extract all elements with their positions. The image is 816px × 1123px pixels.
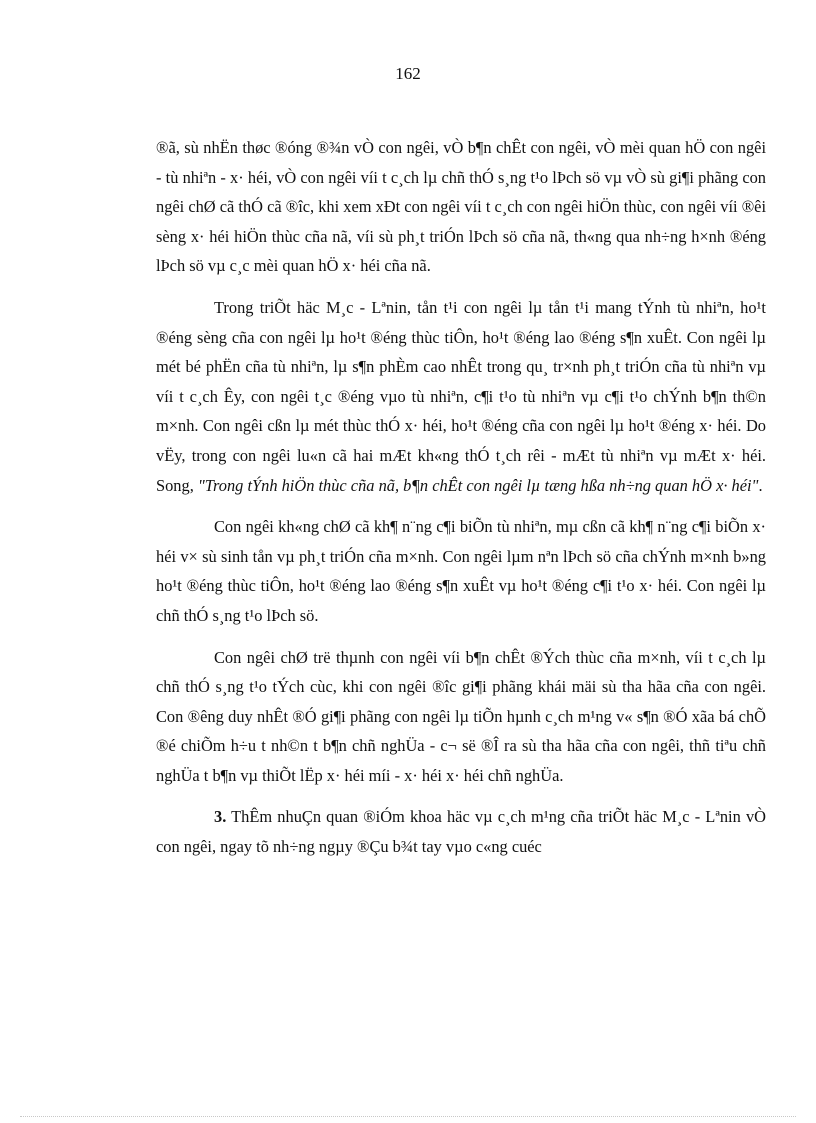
section-number: 3. <box>214 807 227 827</box>
paragraph-1: ®ã, sù nhËn thøc ®óng ®¾n vÒ con ngêi, vÒ b¶n chÊt con ngêi, vÒ mèi quan hÖ con ngêi - tù nhiªn - x· héi, vÒ con ngêi víi t c¸ch lµ chñ thÓ s¸ng t¹o lÞch sö vµ vÒ sù gi¶i phãng con ngêi chØ cã thÓ cã ®îc, khi xem xÐt con ngêi víi t c¸ch con ngêi hiÖn thùc, con ngêi víi ®êi sèng x· héi hiÖn thùc cña nã, víi sù ph¸t triÓn lÞch sö cña nã, th«ng qua nh÷ng h×nh ®éng lÞch sö vµ c¸c mèi quan hÖ x· héi cña nã. <box>156 138 766 276</box>
paragraph-2-end: . <box>758 475 763 495</box>
bottom-divider <box>20 1116 796 1117</box>
marx-quote: "Trong tÝnh hiÖn thùc cña nã, b¶n chÊt con ngêi lµ tæng hßa nh÷ng quan hÖ x· héi" <box>197 475 759 495</box>
paragraph-5 <box>156 802 766 861</box>
paragraph-2 <box>156 293 766 500</box>
paragraph-5-text: ThÊm nhuÇn quan ®iÓm khoa häc vµ c¸ch m¹ng cña triÕt häc M¸c - Lªnin vÒ con ngêi, ngay tõ nh÷ng ngµy ®Çu b¾t tay vµo c«ng cuéc <box>156 807 766 857</box>
paragraph-3: Con ngêi kh«ng chØ cã kh¶ n¨ng c¶i biÕn tù nhiªn, mµ cßn cã kh¶ n¨ng c¶i biÕn x· héi v× sù sinh tån vµ ph¸t triÓn cña m×nh. Con ngêi lµm nªn lÞch sö cña chÝnh m×nh b»ng ho¹t ®éng thùc tiÔn, ho¹t ®éng lao ®éng s¶n xuÊt vµ ho¹t ®éng c¶i t¹o x· héi. Con ngêi lµ chñ thÓ s¸ng t¹o lÞch sö. <box>156 517 766 625</box>
paragraph-2-text: Trong triÕt häc M¸c - Lªnin, tån t¹i con ngêi lµ tån t¹i mang tÝnh tù nhiªn, ho¹t ®éng sèng cña con ngêi lµ ho¹t ®éng thùc tiÔn, ho¹t ®éng lao ®éng s¶n xuÊt. Con ngêi lµ mét bé phËn cña tù nhiªn, lµ s¶n phÈm cao nhÊt trong qu¸ tr×nh ph¸t triÓn cña tù nhiªn vµ víi t c¸ch Êy, con ngêi t¸c ®éng vµo tù nhiªn, c¶i t¹o tù nhiªn vµ c¶i t¹o chÝnh b¶n th©n m×nh. Con ngêi cßn lµ mét thùc thÓ x· héi, ho¹t ®éng cña con ngêi lµ ho¹t ®éng x· héi. Do vËy, trong con ngêi lu«n cã hai mÆt kh«ng thÓ t¸ch rêi - mÆt tù nhiªn vµ mÆt x· héi. Song, <box>156 297 766 495</box>
page-number: 162 <box>395 64 421 83</box>
document-body <box>156 133 766 874</box>
paragraph-4: Con ngêi chØ trë thµnh con ngêi víi b¶n chÊt ®Ých thùc cña m×nh, víi t c¸ch lµ chñ thÓ s¸ng t¹o tÝch cùc, khi con ngêi ®îc gi¶i phãng khái mäi sù tha hãa cña con ngêi. Con ®êng duy nhÊt ®Ó gi¶i phãng con ngêi lµ tiÕn hµnh c¸ch m¹ng v« s¶n ®Ó xãa bá chÕ ®é chiÕm h÷u t nh©n t b¶n chñ nghÜa - c¬ së ®Î ra sù tha hãa cña con ngêi, thñ tiªu chñ nghÜa t b¶n vµ thiÕt lËp x· héi míi - x· héi x· héi chñ nghÜa. <box>156 647 766 785</box>
